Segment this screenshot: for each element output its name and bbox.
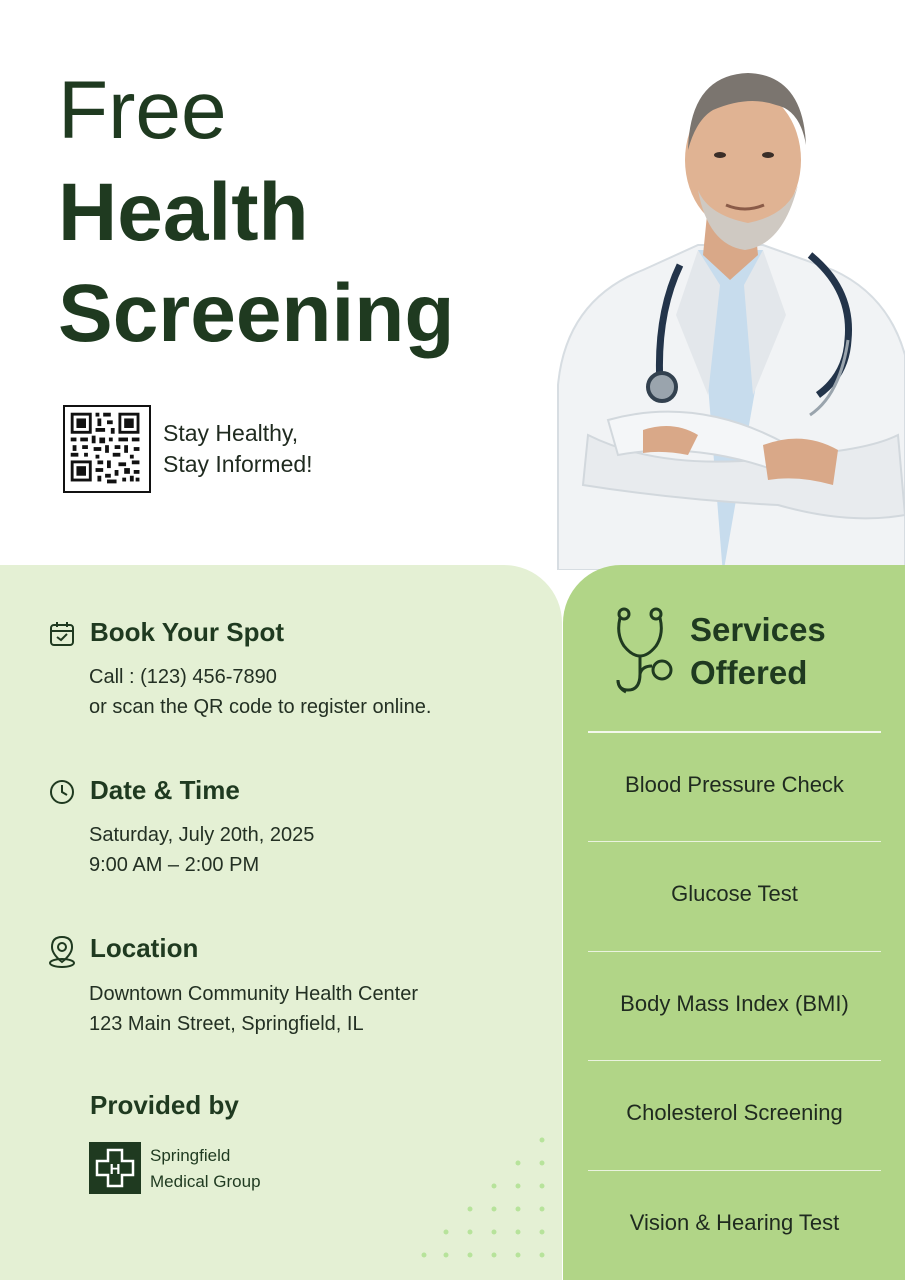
service-item: Cholesterol Screening bbox=[626, 1100, 843, 1125]
hospital-logo-icon bbox=[89, 1142, 141, 1194]
event-time: 9:00 AM – 2:00 PM bbox=[89, 854, 260, 876]
stethoscope-icon bbox=[612, 604, 680, 696]
map-pin-icon bbox=[48, 934, 76, 968]
services-title-line-2: Offered bbox=[690, 654, 808, 691]
title-line-free: Free bbox=[58, 65, 227, 156]
tagline-line-2: Stay Informed! bbox=[163, 451, 313, 477]
provider-name bbox=[150, 1143, 261, 1195]
provided-by-title: Provided by bbox=[90, 1090, 239, 1120]
location-title: Location bbox=[90, 933, 199, 963]
service-item: Glucose Test bbox=[671, 881, 798, 906]
book-spot-title: Book Your Spot bbox=[90, 617, 285, 647]
venue-address: 123 Main Street, Springfield, IL bbox=[89, 1013, 364, 1035]
title-line-screening: Screening bbox=[58, 268, 455, 359]
services-divider bbox=[588, 731, 881, 733]
date-time-details bbox=[89, 820, 314, 880]
title-line-health: Health bbox=[58, 167, 309, 258]
decorative-dots bbox=[418, 1130, 558, 1270]
tagline bbox=[163, 418, 313, 480]
services-title bbox=[690, 608, 826, 694]
logo-letter: H bbox=[109, 1161, 121, 1178]
date-time-title: Date & Time bbox=[90, 775, 240, 805]
service-divider bbox=[588, 1170, 881, 1171]
service-item: Body Mass Index (BMI) bbox=[620, 991, 849, 1016]
provider-name-line-1: Springfield bbox=[150, 1146, 231, 1165]
venue-name: Downtown Community Health Center bbox=[89, 983, 419, 1005]
service-divider bbox=[588, 951, 881, 952]
tagline-line-1: Stay Healthy, bbox=[163, 420, 299, 446]
service-divider bbox=[588, 1060, 881, 1061]
service-item: Blood Pressure Check bbox=[625, 772, 844, 797]
book-spot-details bbox=[89, 662, 431, 722]
services-title-line-1: Services bbox=[690, 611, 826, 648]
book-qr-note: or scan the QR code to register online. bbox=[89, 696, 432, 718]
calendar-check-icon bbox=[48, 620, 76, 648]
event-date: Saturday, July 20th, 2025 bbox=[89, 824, 315, 846]
service-divider bbox=[588, 841, 881, 842]
qr-code[interactable] bbox=[63, 405, 151, 493]
location-details bbox=[89, 979, 418, 1039]
clock-icon bbox=[48, 778, 76, 806]
book-phone: Call : (123) 456-7890 bbox=[89, 666, 277, 688]
doctor-photo bbox=[548, 55, 905, 570]
service-item: Vision & Hearing Test bbox=[629, 1210, 840, 1235]
provider-name-line-2: Medical Group bbox=[150, 1172, 261, 1191]
